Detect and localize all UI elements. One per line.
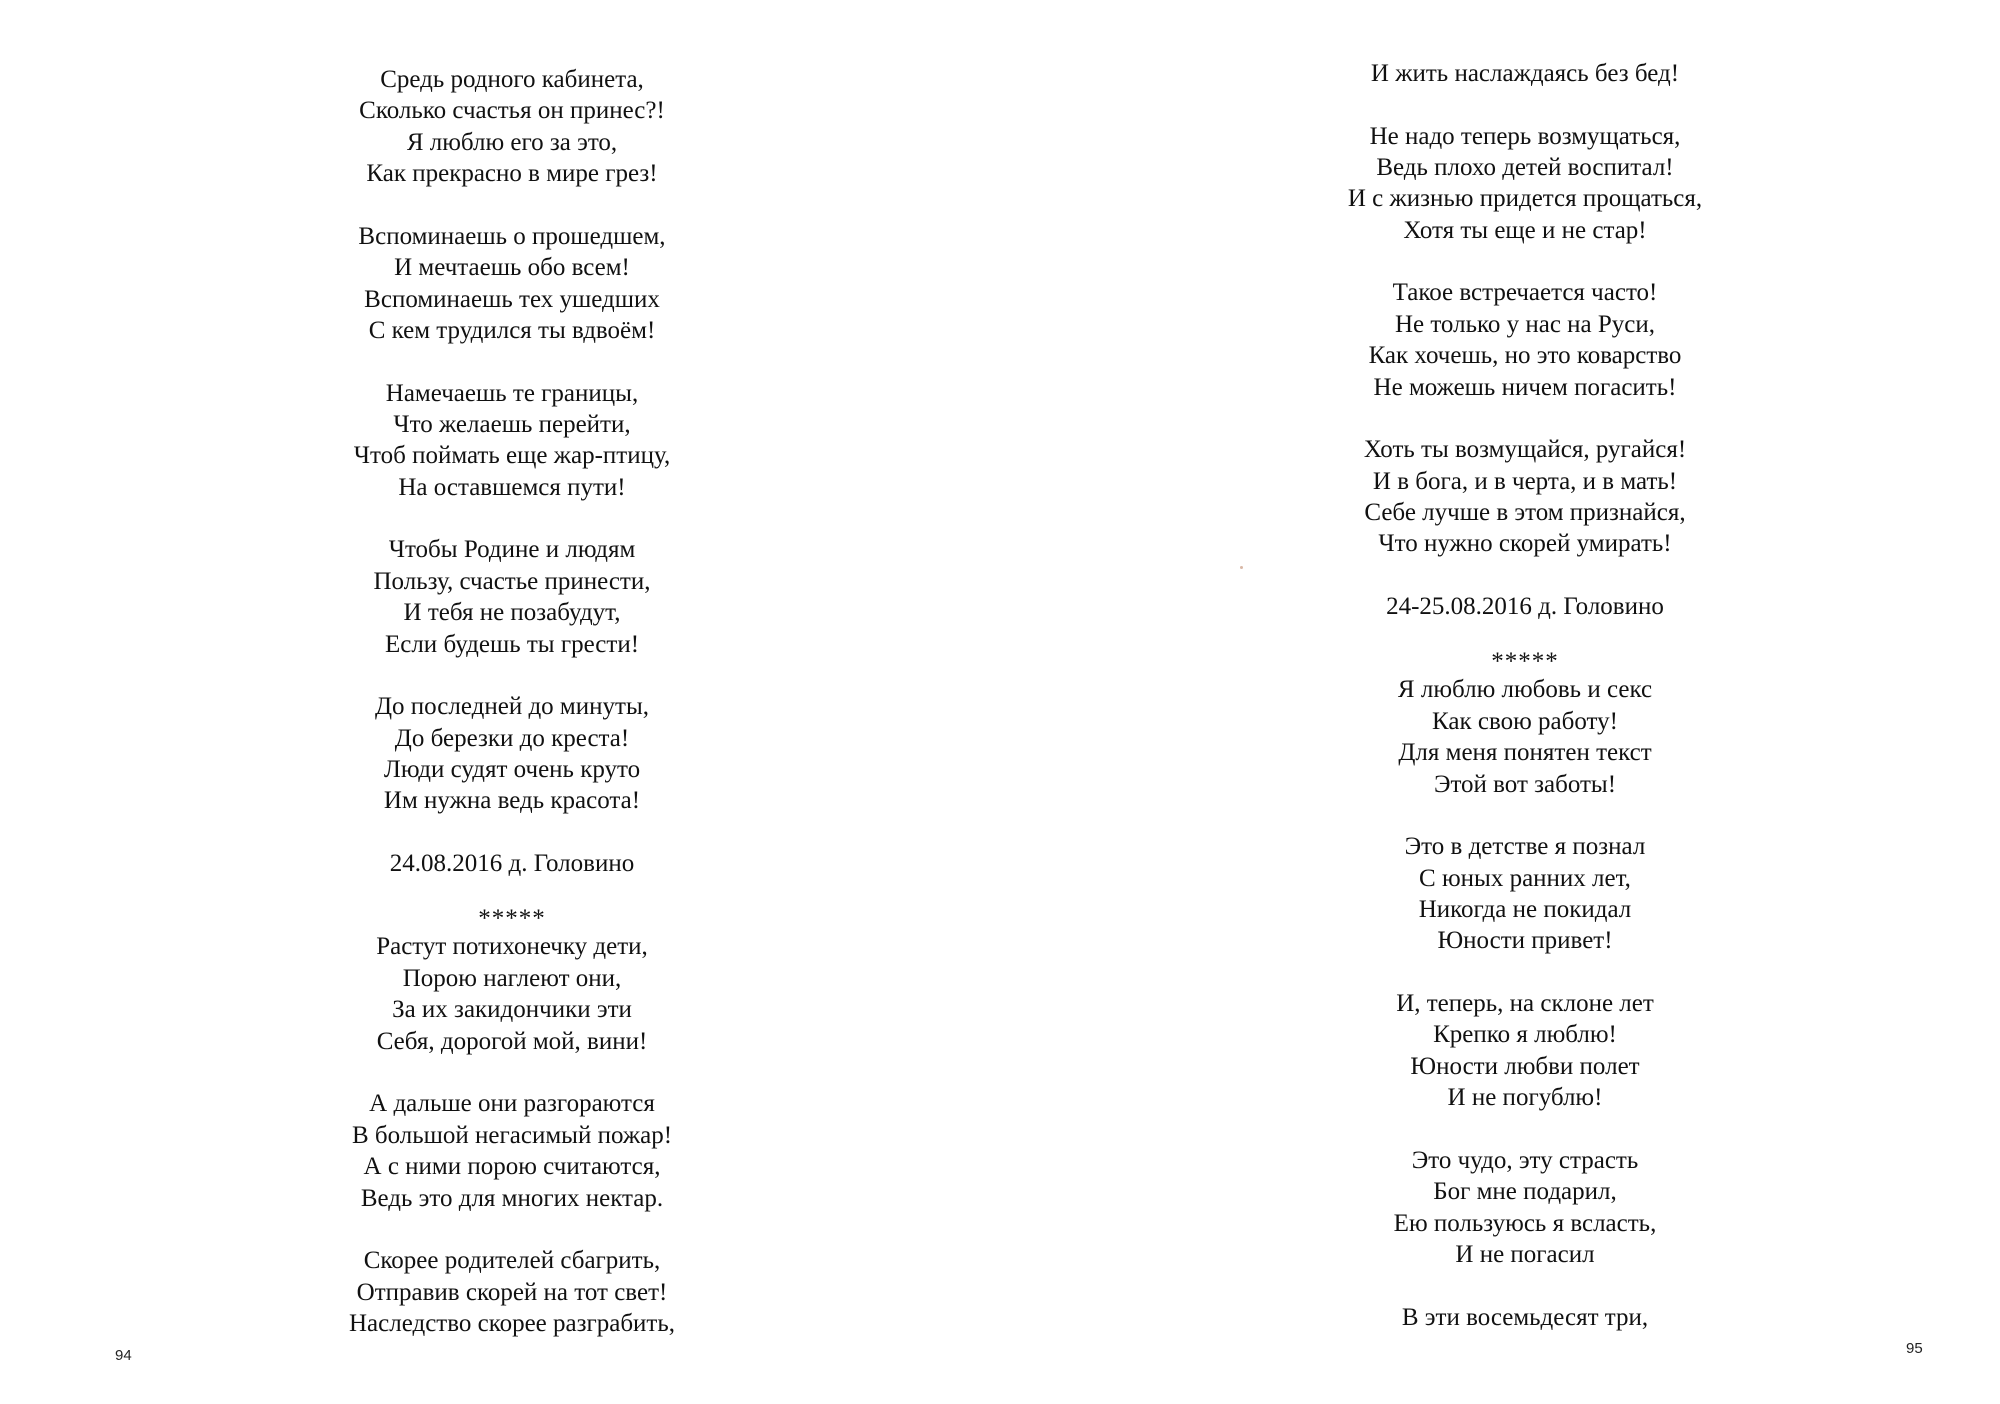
poem-line: Если будешь ты грести! [384,630,640,658]
stanza [212,534,812,660]
poem-line: И с жизнью придется прощаться, [1347,185,1703,213]
poem-line: Порою наглеют они, [402,964,622,992]
left-page-text [212,64,812,1371]
poem-line: В эти восемьдесят три, [1401,1303,1649,1331]
poem-line: Вспоминаешь о прошедшем, [358,222,666,250]
poem-line: С кем трудился ты вдвоём! [368,317,656,345]
poem-line: Юности любви полет [1410,1052,1640,1080]
stanza [1225,434,1825,560]
poem-line: До последней до минуты, [375,693,649,721]
poem-line: Не надо теперь возмущаться, [1369,122,1681,150]
poem-line: Что нужно скорей умирать! [1378,530,1672,558]
poem-line: Это в детстве я познал [1404,833,1646,861]
poem-line: Люди судят очень круто [383,756,641,784]
poem-line: Намечаешь те границы, [385,379,639,407]
stanza [212,1245,812,1339]
poem-date: 24.08.2016 д. Головино [389,850,635,878]
poem-line: Наследство скорее разграбить, [348,1309,676,1337]
poem-line: Что желаешь перейти, [393,411,631,439]
poem-line: Хоть ты возмущайся, ругайся! [1363,436,1687,464]
poem-line: Как свою работу! [1432,707,1618,735]
poem-line: Скорее родителей сбагрить, [363,1247,661,1275]
poem-line: Чтобы Родине и людям [388,536,636,564]
poem-line: И не погублю! [1447,1084,1603,1112]
poem-line: Не только у нас на Руси, [1394,310,1656,338]
stanza [1225,277,1825,403]
stanza [212,221,812,347]
stanza [1225,1145,1825,1271]
stanza [212,64,812,190]
poem-line: И, теперь, на склоне лет [1396,990,1654,1018]
right-page-text [1225,58,1825,1364]
poem-line: Ведь это для многих нектар. [360,1184,664,1212]
poem-line: Им нужна ведь красота! [383,787,641,815]
stanza [212,931,812,1057]
poem-line: Вспоминаешь тех ушедших [364,285,660,313]
poem-line: На оставшемся пути! [398,473,626,501]
page-number-left: 94 [115,1347,132,1364]
poem-date: 24-25.08.2016 д. Головино [1386,593,1664,621]
poem-line: И в бога, и в черта, и в мать! [1372,467,1678,495]
poem-line: Сколько счастья он принес?! [359,97,665,125]
poem-line: Хотя ты еще и не стар! [1403,216,1647,244]
page-number-right: 95 [1906,1340,1923,1357]
poem-line: Я люблю любовь и секс [1397,676,1653,704]
stanza [1225,831,1825,957]
poem-line: Пользу, счастье принести, [373,567,651,595]
poem-line: Растут потихонечку дети, [376,933,648,961]
poem-line: Чтоб поймать еще жар-птицу, [353,442,671,470]
stanza [1225,58,1825,89]
scan-speck [1240,566,1243,569]
poem-line: Не можешь ничем погасить! [1373,373,1677,401]
poem-line: До березки до креста! [394,724,630,752]
poem-line: Себе лучше в этом признайся, [1364,499,1686,527]
poem-line: А дальше они разгораются [369,1090,655,1118]
poem-line: Это чудо, эту страсть [1411,1146,1639,1174]
poem-line: Отправив скорей на тот свет! [356,1278,668,1306]
poem-line: И мечтаешь обо всем! [394,254,630,282]
poem-line: В большой негасимый пожар! [351,1121,673,1149]
poem-line: Крепко я люблю! [1433,1021,1617,1049]
stanza [1225,988,1825,1114]
stanza [212,378,812,504]
poem-line: Как прекрасно в мире грез! [366,160,658,188]
poem-line: И не погасил [1455,1241,1595,1269]
poem-line: Ею пользуюсь я всласть, [1393,1209,1657,1237]
poem-line: Такое встречается часто! [1392,279,1658,307]
poem-line: Как хочешь, но это коварство [1368,342,1682,370]
stanza [1225,674,1825,800]
section-separator: ***** [1491,648,1559,676]
right-page [1000,0,2000,1404]
section-separator: ***** [478,905,546,933]
poem-line: Бог мне подарил, [1433,1178,1617,1206]
stanza [1225,121,1825,247]
poem-line: И тебя не позабудут, [403,599,621,627]
poem-line: И жить наслаждаясь без бед! [1370,60,1680,87]
poem-line: Никогда не покидал [1418,896,1632,924]
poem-line: А с ними порою считаются, [363,1153,661,1181]
poem-line: Этой вот заботы! [1433,770,1617,798]
stanza [1225,1302,1825,1333]
stanza [212,1088,812,1214]
poem-line: Себя, дорогой мой, вини! [376,1027,648,1055]
poem-line: Я люблю его за это, [406,128,618,156]
poem-line: За их закидончики эти [392,996,632,1024]
poem-line: Средь родного кабинета, [380,66,644,93]
poem-line: Ведь плохо детей воспитал! [1376,154,1674,181]
poem-line: Юности привет! [1437,927,1613,955]
poem-line: Для меня понятен текст [1398,739,1652,767]
stanza [212,691,812,817]
poem-line: С юных ранних лет, [1419,864,1631,892]
